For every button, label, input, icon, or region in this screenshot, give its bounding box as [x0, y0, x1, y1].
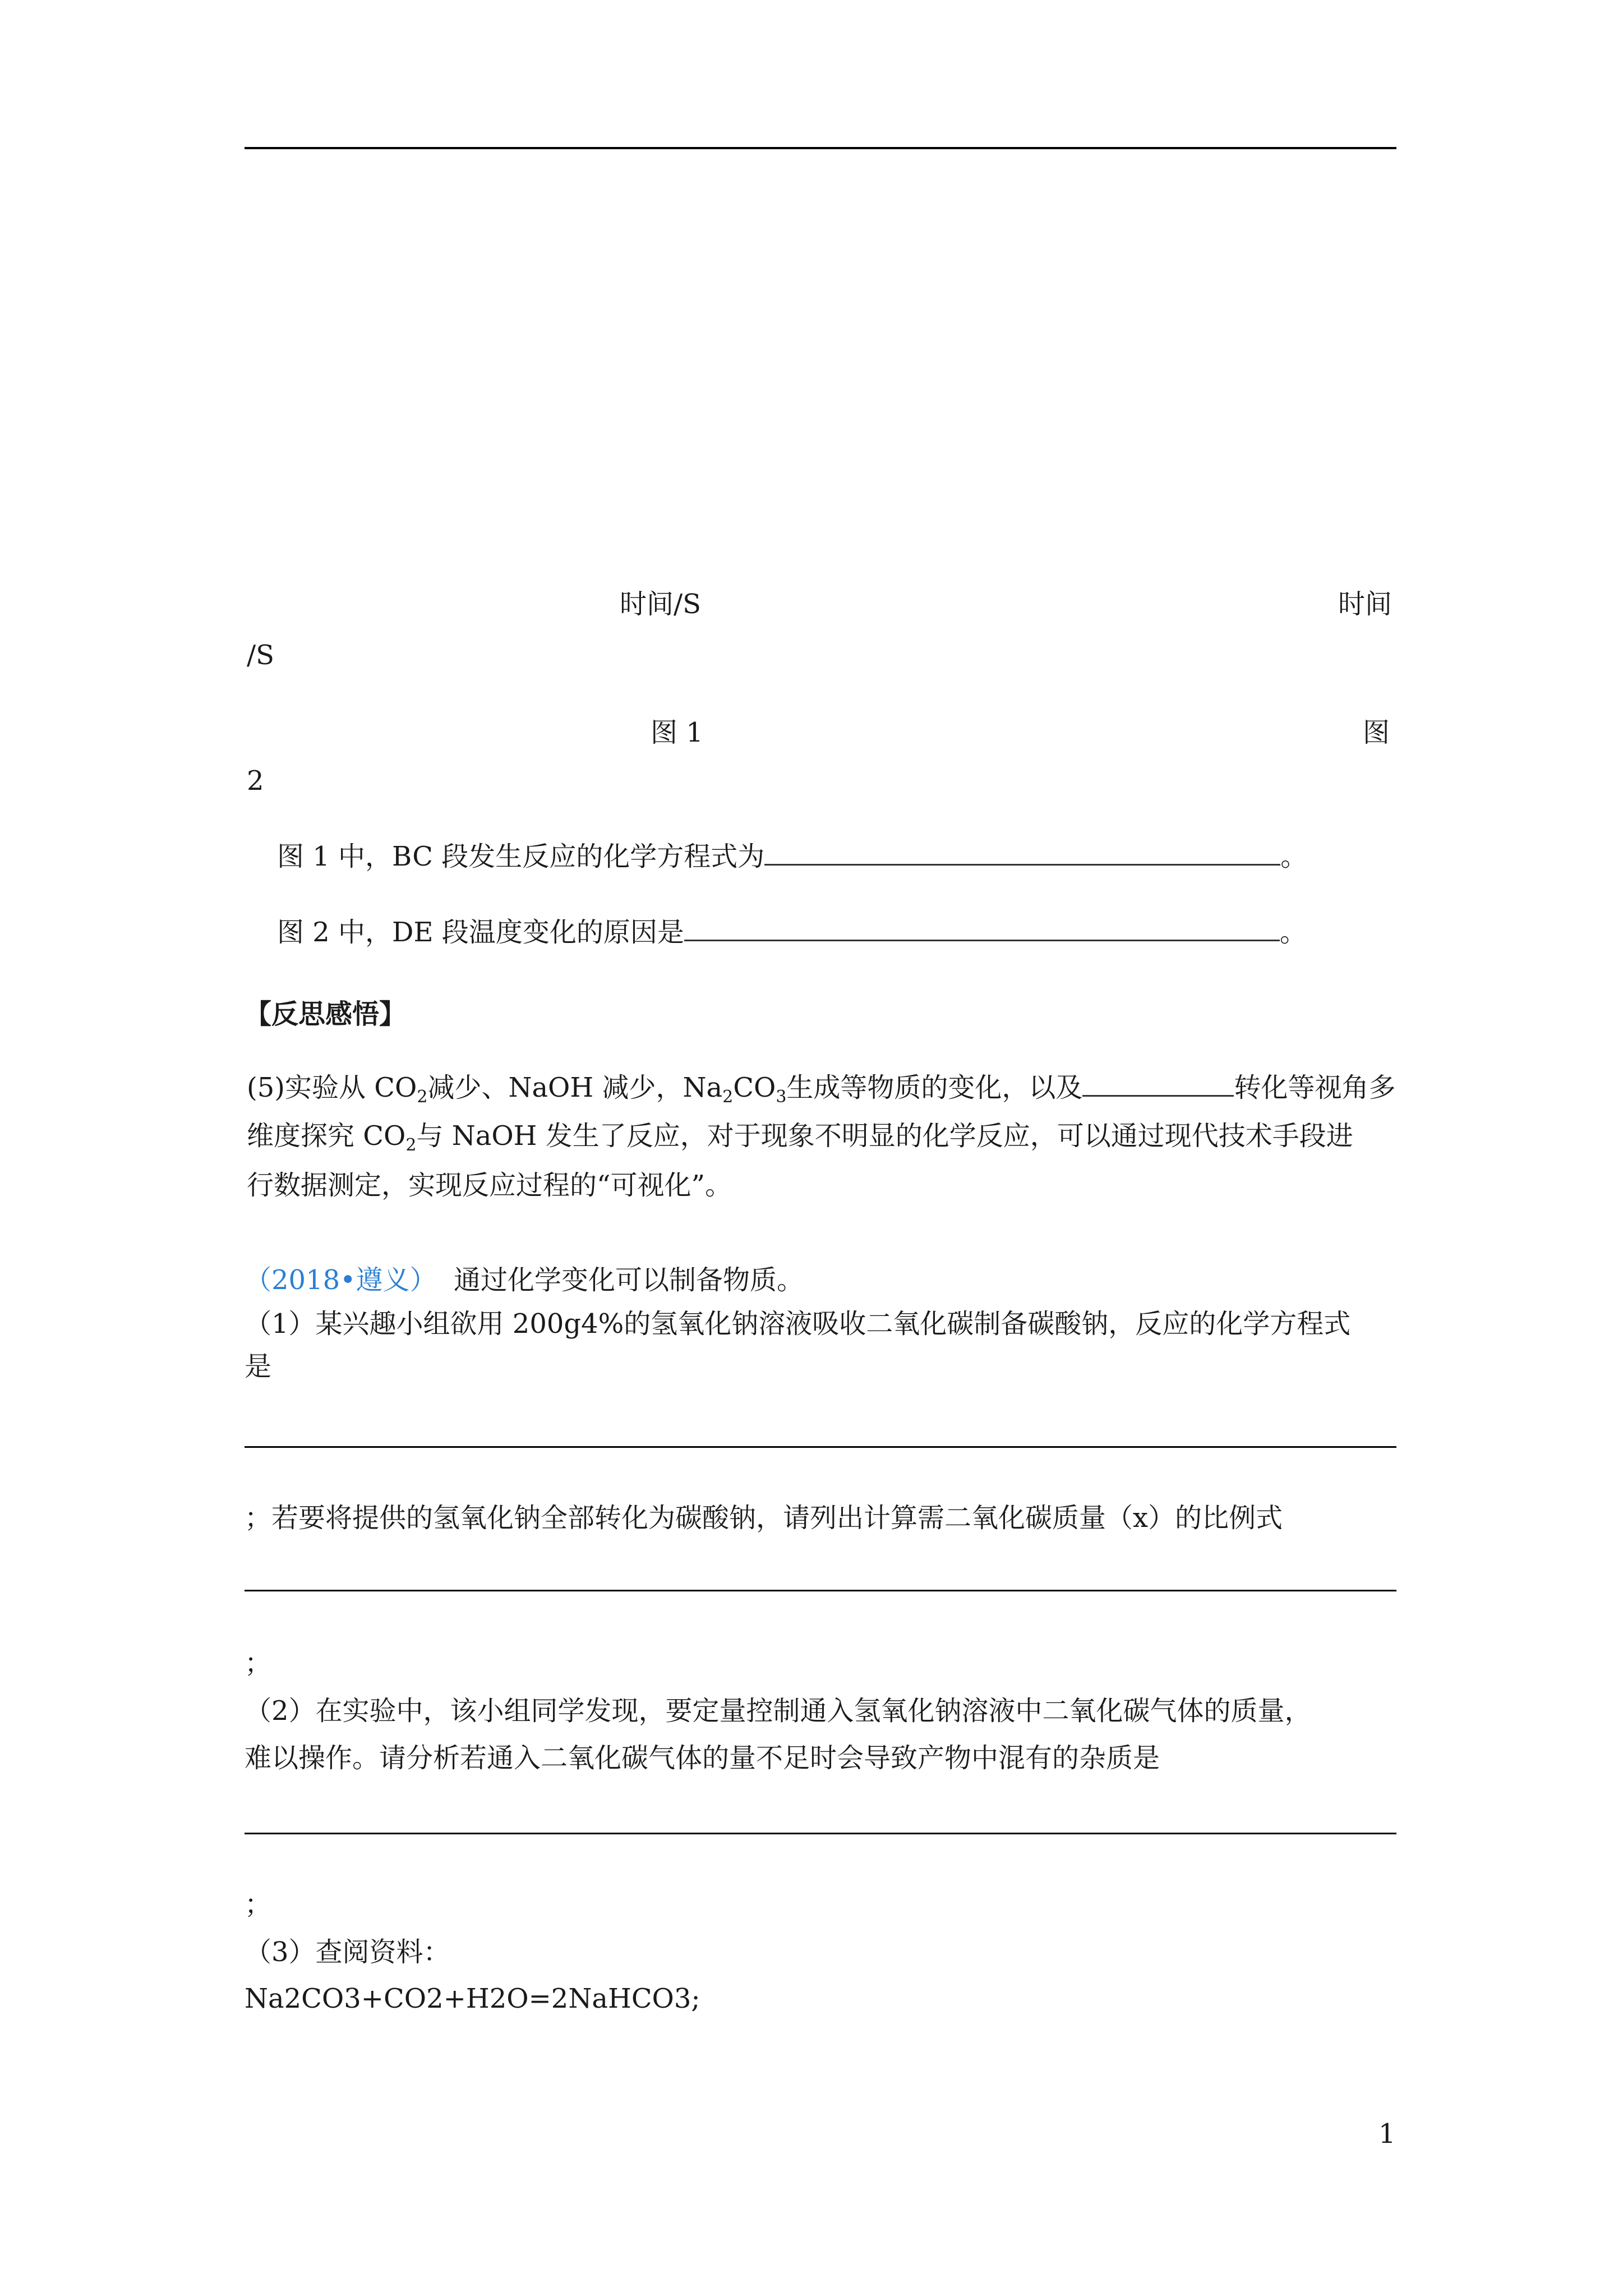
question-bc-segment — [277, 839, 1307, 873]
answer-line-1[interactable] — [245, 1446, 1396, 1448]
answer-line-3[interactable] — [245, 1833, 1396, 1834]
q5-line2-b: 与 NaOH 发生了反应，对于现象不明显的化学反应，可以通过现代技术手段进 — [416, 1120, 1353, 1152]
answer-line-2[interactable] — [245, 1590, 1396, 1591]
q5-sub-co2: 2 — [417, 1087, 428, 1107]
question-de-segment — [277, 915, 1307, 949]
q5-text-c: CO — [733, 1072, 776, 1103]
figure2-axis-label-wrap: /S — [247, 639, 275, 671]
question-bc-end: 。 — [1280, 841, 1308, 872]
problem-q1-line2: 是 — [245, 1351, 272, 1382]
figure2-caption: 图 — [1363, 717, 1390, 748]
problem-q1-continuation: ；若要将提供的氢氧化钠全部转化为碳酸钠，请列出计算需二氧化碳质量（x）的比例式 — [245, 1502, 1283, 1534]
q5-line2-a: 维度探究 CO — [247, 1120, 406, 1152]
q5-text-e: 转化等视角多 — [1234, 1072, 1396, 1103]
question-de-text: 图 2 中，DE 段温度变化的原因是 — [277, 917, 684, 948]
reflection-q5-line1 — [247, 1070, 1395, 1105]
problem-q2-line2: 难以操作。请分析若通入二氧化碳气体的量不足时会导致产物中混有的杂质是 — [245, 1742, 1160, 1774]
figure1-caption: 图 1 — [651, 717, 703, 748]
problem-source: （2018•遵义） — [245, 1264, 437, 1296]
header-rule — [245, 147, 1396, 149]
figure2-axis-label: 时间 — [1338, 588, 1393, 620]
question-bc-text: 图 1 中，BC 段发生反应的化学方程式为 — [277, 841, 765, 872]
problem-q2-line1: （2）在实验中，该小组同学发现，要定量控制通入氢氧化钠溶液中二氧化碳气体的质量， — [245, 1695, 1312, 1727]
problem-intro: 通过化学变化可以制备物质。 — [454, 1264, 804, 1296]
problem-equation: Na2CO3+CO2+H2O=2NaHCO3; — [245, 1983, 700, 2014]
answer-blank-de[interactable] — [684, 915, 1280, 941]
problem-semicolon-1: ； — [245, 1648, 272, 1679]
question-de-end: 。 — [1279, 917, 1307, 948]
q5-sub-na2: 2 — [722, 1087, 734, 1107]
page-number: 1 — [1378, 2118, 1396, 2150]
answer-blank-q5[interactable] — [1082, 1070, 1234, 1097]
q5-line2-sub: 2 — [405, 1135, 417, 1155]
problem-semicolon-2: ； — [245, 1889, 272, 1920]
problem-header — [245, 1263, 804, 1297]
answer-blank-bc[interactable] — [764, 839, 1280, 866]
q5-text-b: 减少、NaOH 减少，Na — [427, 1072, 723, 1103]
figure2-caption-wrap: 2 — [247, 765, 264, 797]
q5-text-a: (5)实验从 CO — [247, 1072, 417, 1103]
problem-q1-line1: （1）某兴趣小组欲用 200g4%的氢氧化钠溶液吸收二氧化碳制备碳酸钠，反应的化学方程式 — [245, 1308, 1351, 1340]
reflection-q5-line2 — [247, 1119, 1353, 1153]
q5-sub-co3: 3 — [776, 1087, 787, 1107]
q5-text-d: 生成等物质的变化，以及 — [786, 1072, 1083, 1103]
reflection-heading: 【反思感悟】 — [245, 999, 407, 1030]
problem-q3: （3）查阅资料： — [245, 1936, 450, 1968]
figure1-axis-label: 时间/S — [620, 588, 702, 620]
reflection-q5-line3: 行数据测定，实现反应过程的“可视化”。 — [247, 1170, 732, 1201]
